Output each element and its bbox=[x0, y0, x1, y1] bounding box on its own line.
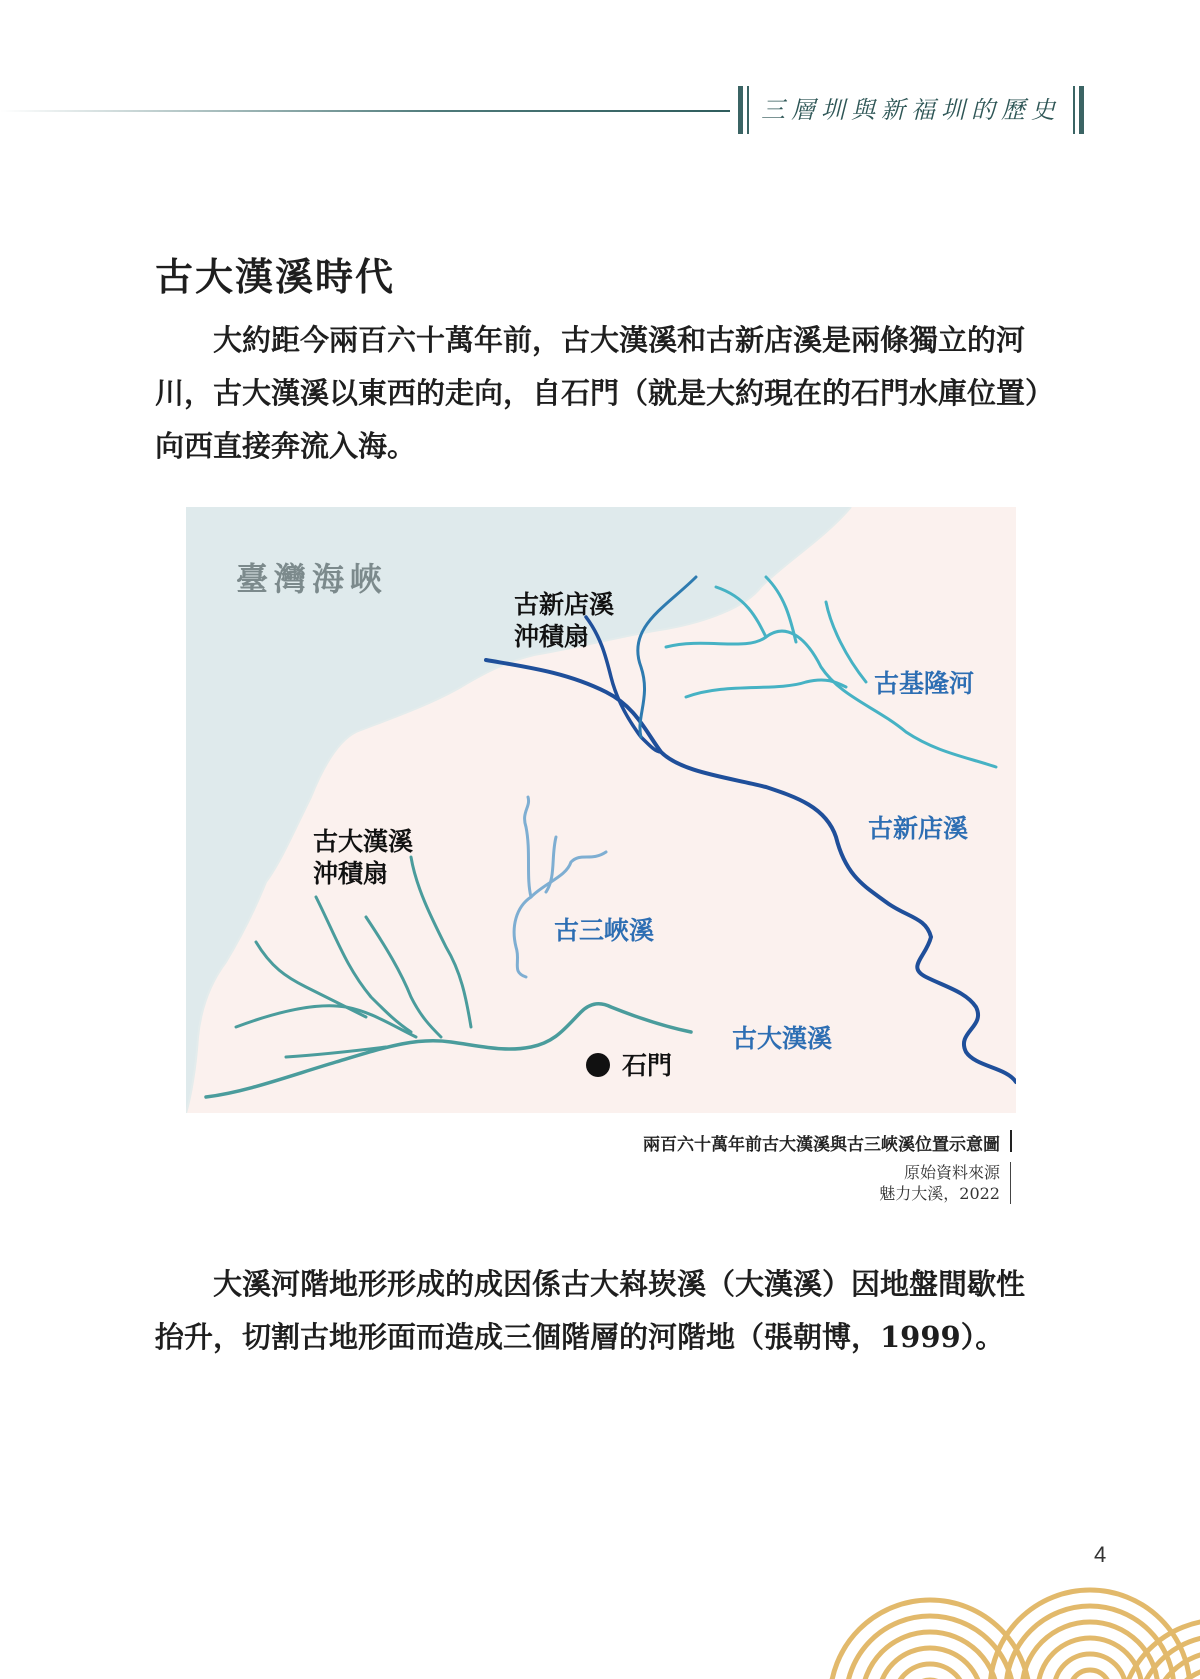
figure-caption: 兩百六十萬年前古大漢溪與古三峽溪位置示意圖 bbox=[643, 1135, 1000, 1155]
dahan-fan-label-line2: 沖積扇 bbox=[313, 859, 389, 888]
source-divider bbox=[1010, 1162, 1011, 1204]
river-map bbox=[186, 507, 1016, 1113]
source-line2: 魅力大溪，2022 bbox=[879, 1184, 1000, 1203]
shimen-marker bbox=[586, 1053, 610, 1077]
keelung-river-label: 古基隆河 bbox=[874, 669, 975, 698]
header-rule bbox=[0, 110, 730, 112]
paragraph-river-terraces: 大溪河階地形形成的成因係古大嵙崁溪（大漢溪）因地盤間歇性抬升，切割古地形面而造成三個階層的河階地（張朝博，1999）。 bbox=[155, 1267, 1026, 1354]
figure-source bbox=[879, 1162, 1000, 1204]
river-map-figure bbox=[186, 507, 1016, 1113]
running-header-title: 三層圳與新福圳的歷史 bbox=[761, 96, 1061, 124]
wave-arc-group-2 bbox=[990, 1590, 1190, 1679]
wave-arc-group-1 bbox=[830, 1600, 1030, 1679]
dahan-fan-label-line1: 古大漢溪 bbox=[313, 827, 414, 856]
xindian-river-label: 古新店溪 bbox=[868, 814, 969, 843]
shimen-label: 石門 bbox=[622, 1051, 673, 1080]
caption-divider bbox=[1010, 1130, 1012, 1152]
section-title: 古大漢溪時代 bbox=[155, 254, 396, 299]
source-line1: 原始資料來源 bbox=[903, 1163, 1000, 1182]
header-title-box bbox=[738, 86, 1084, 134]
dahan-river-label: 古大漢溪 bbox=[732, 1024, 833, 1053]
xindian-fan-label-line1: 古新店溪 bbox=[514, 590, 615, 619]
decorative-wave-pattern bbox=[820, 1570, 1200, 1679]
paragraph-ancient-rivers: 大約距今兩百六十萬年前，古大漢溪和古新店溪是兩條獨立的河川，古大漢溪以東西的走向，自石門（就是大約現在的石門水庫位置）向西直接奔流入海。 bbox=[155, 323, 1040, 463]
page-number: 4 bbox=[1094, 1542, 1107, 1567]
xindian-fan-label-line2: 沖積扇 bbox=[514, 622, 590, 651]
sea-label: 臺灣海峽 bbox=[236, 560, 389, 598]
sanxia-river-label: 古三峽溪 bbox=[554, 916, 655, 945]
